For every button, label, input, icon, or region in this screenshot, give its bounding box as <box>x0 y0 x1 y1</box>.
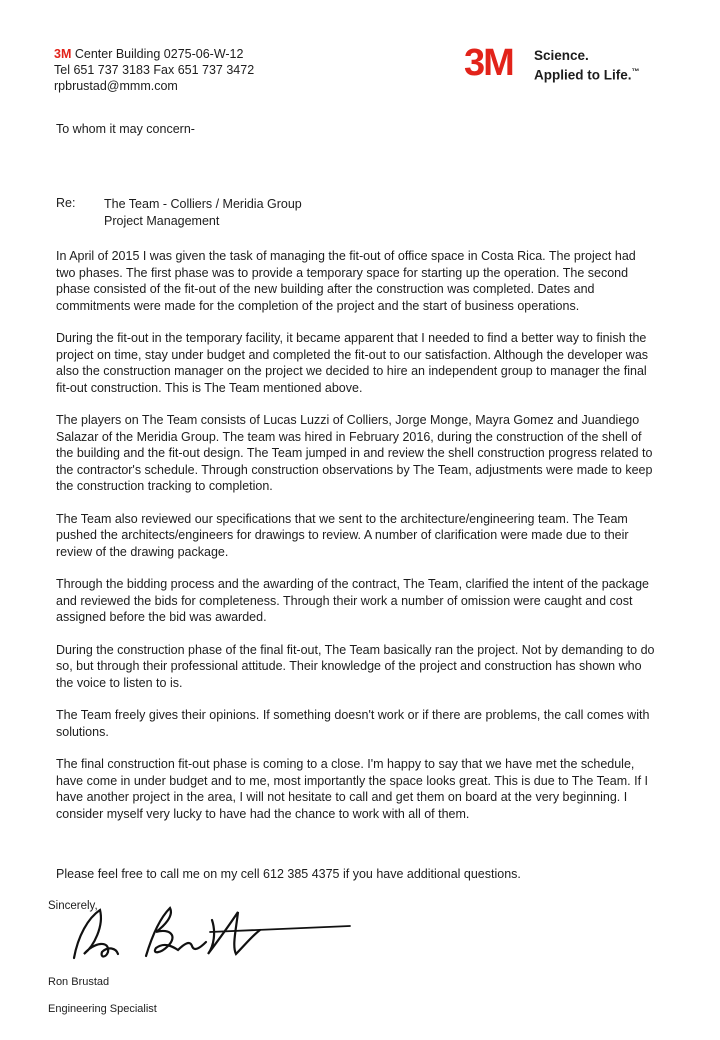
logo-tagline-line2: Applied to Life.™ <box>534 67 640 83</box>
sender-block <box>54 46 254 94</box>
logo-tagline-line1: Science. <box>534 48 589 63</box>
company-logo <box>464 42 684 84</box>
sender-phone: Tel 651 737 3183 Fax 651 737 3472 <box>54 63 255 77</box>
handwritten-signature <box>60 896 360 976</box>
paragraph-1: In April of 2015 I was given the task of managing the fit-out of office space in Costa Rica. The project had two phases. The first phase was to provide a temporary space for starting up the operation. The second phase consisted of the fit-out of the new building after the construction was completed. Dates and commitments were made for the completion of the project and the start of business operations. <box>56 249 636 313</box>
paragraph-4: The Team also reviewed our specifications that we sent to the architecture/engineering team. The Team pushed the architects/engineers for drawings to review. A number of clarification were made due to their review of the drawing package. <box>56 511 629 559</box>
sign-off: Sincerely, <box>48 900 98 912</box>
re-label: Re: <box>56 196 76 210</box>
paragraph-2: During the fit-out in the temporary facility, it became apparent that I needed to find a better way to finish the project on time, stay under budget and completed the fit-out to our satisfaction. Although the developer was also the construction manager on the project we decided to hire an independent group to manager the final fit-out construction. This is The Team mentioned above. <box>56 331 649 395</box>
paragraph-8: The final construction fit-out phase is coming to a close. I'm happy to say that we have met the schedule, have come in under budget and to me, most importantly the space looks great. This is due to The Team. If I have another project in the area, I will not hesitate to call and get them on board at the very beginning. I consider myself very lucky to have had the chance to work with all of them. <box>56 757 648 821</box>
salutation: To whom it may concern- <box>56 122 195 136</box>
logo-mark: 3M <box>464 42 513 84</box>
paragraph-5: Through the bidding process and the awarding of the contract, The Team, clarified the intent of the package and reviewed the bids for completeness. Through their work a number of omission were caught and cost assigned before the bid was awarded. <box>56 577 649 624</box>
paragraph-3: The players on The Team consists of Lucas Luzzi of Colliers, Jorge Monge, Mayra Gomez and Juandiego Salazar of the Meridia Group. The team was hired in February 2016, during the construction of the shell of the building and the fit-out design. The Team jumped in and review the shell construction progress related to the contractor's schedule. Through construction observations by The Team, adjustments were made to keep the construction tracking to completion. <box>56 413 653 493</box>
re-line-1: The Team - Colliers / Meridia Group <box>104 197 302 211</box>
closing-line: Please feel free to call me on my cell 612 385 4375 if you have additional questions. <box>56 867 521 881</box>
trademark-symbol: ™ <box>631 67 640 76</box>
sender-address-text: Center Building 0275-06-W-12 <box>71 47 244 61</box>
signer-name: Ron Brustad <box>48 976 110 988</box>
re-line-2: Project Management <box>104 214 220 228</box>
signer-title: Engineering Specialist <box>48 1003 157 1015</box>
sender-brand: 3M <box>54 47 72 61</box>
letter-body <box>56 248 658 838</box>
paragraph-7: The Team freely gives their opinions. If something doesn't work or if there are problems, the call comes with solutions. <box>56 708 650 739</box>
sender-email: rpbrustad@mmm.com <box>54 79 178 93</box>
paragraph-6: During the construction phase of the final fit-out, The Team basically ran the project. Not by demanding to do so, but through their professional attitude. Their knowledge of the project and construction has shown who the voice to listen to is. <box>56 642 655 690</box>
re-subject <box>104 196 302 230</box>
logo-tagline <box>534 48 640 84</box>
sender-address <box>54 46 254 62</box>
